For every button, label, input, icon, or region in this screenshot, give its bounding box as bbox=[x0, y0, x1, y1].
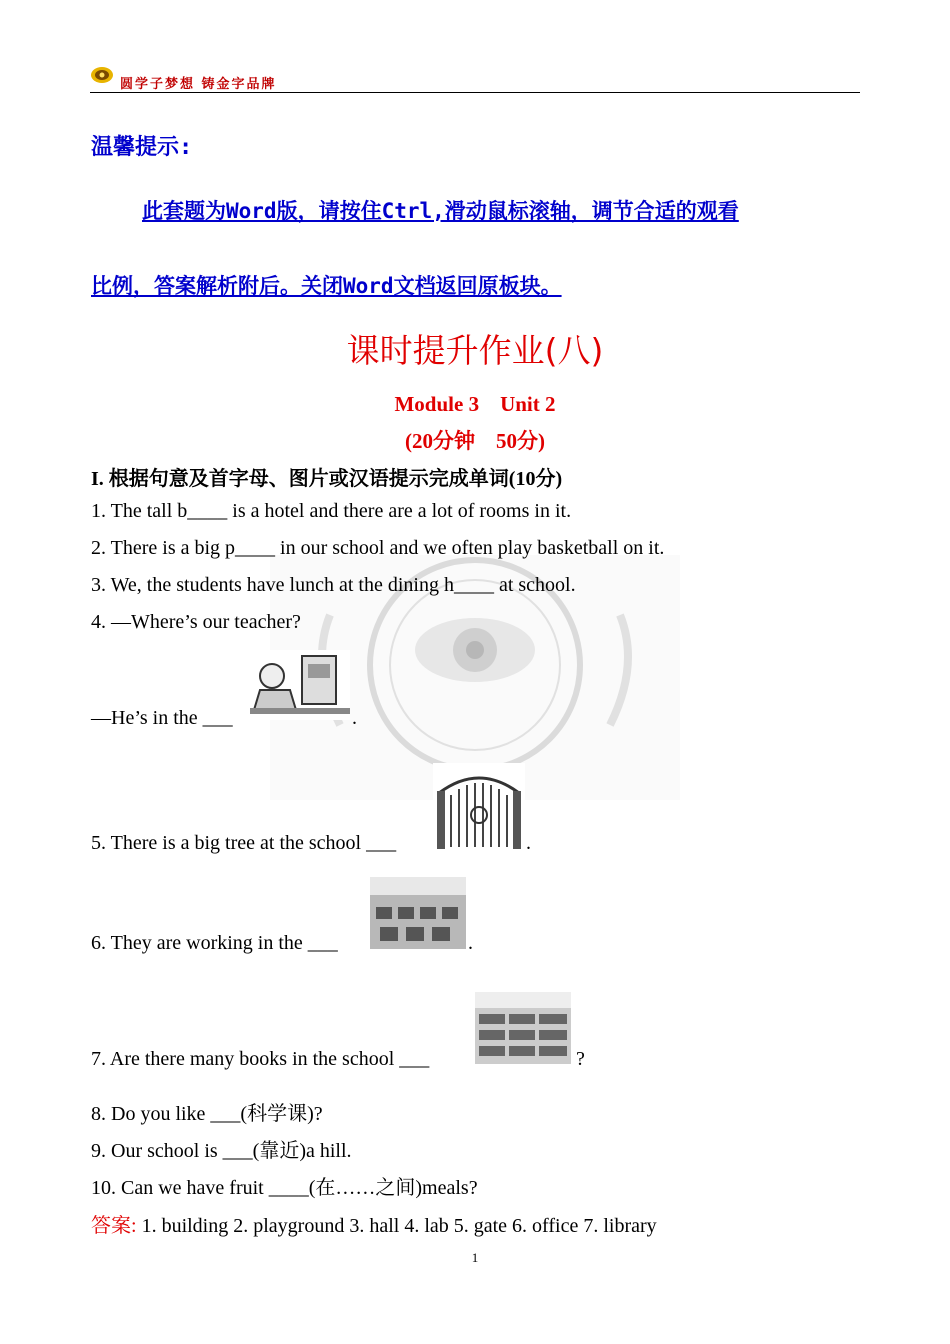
question-3: 3. We, the students have lunch at the dining h____ at school. bbox=[91, 574, 576, 596]
answer-line bbox=[91, 1209, 657, 1238]
question-2: 2. There is a big p____ in our school and we often play basketball on it. bbox=[91, 537, 665, 559]
library-picture bbox=[475, 992, 571, 1064]
question-5-end: . bbox=[526, 832, 531, 854]
question-9: 9. Our school is ___(靠近)a hill. bbox=[91, 1140, 352, 1162]
answer-text: 1. building 2. playground 3. hall 4. lab 5. gate 6. office 7. library bbox=[136, 1215, 657, 1237]
tip-link-line2[interactable]: 比例，答案解析附后。关闭Word文档返回原板块。 bbox=[91, 274, 562, 298]
question-10: 10. Can we have fruit ____(在……之间)meals? bbox=[91, 1177, 478, 1199]
question-6-end: . bbox=[468, 932, 473, 954]
question-5: 5. There is a big tree at the school ___ bbox=[91, 832, 397, 854]
header-brand: 圆学子梦想 铸金字品牌 bbox=[120, 77, 277, 92]
question-4-end: . bbox=[352, 707, 357, 729]
header-rule bbox=[90, 92, 860, 93]
module-subtitle: Module 3 Unit 2 bbox=[394, 392, 556, 416]
answer-label: 答案: bbox=[91, 1215, 137, 1237]
tip-link-line1[interactable]: 此套题为Word版，请按住Ctrl,滑动鼠标滚轴，调节合适的观看 bbox=[142, 199, 739, 223]
logo-icon bbox=[90, 66, 114, 84]
question-7-end: ? bbox=[576, 1048, 585, 1070]
time-score: (20分钟 50分) bbox=[405, 429, 545, 453]
section-number: I. bbox=[91, 468, 104, 490]
gate-picture bbox=[433, 763, 525, 851]
page-number: 1 bbox=[471, 1250, 479, 1265]
question-1: 1. The tall b____ is a hotel and there are a lot of rooms in it. bbox=[91, 500, 572, 522]
question-4b: —He’s in the ___ bbox=[91, 707, 233, 729]
question-8: 8. Do you like ___(科学课)? bbox=[91, 1103, 323, 1125]
question-6: 6. They are working in the ___ bbox=[91, 932, 338, 954]
tip-title: 温馨提示: bbox=[91, 135, 193, 160]
page-title: 课时提升作业(八) bbox=[346, 331, 604, 370]
office-picture bbox=[370, 877, 466, 949]
section-text: 根据句意及首字母、图片或汉语提示完成单词(10分) bbox=[108, 468, 563, 490]
question-7: 7. Are there many books in the school ___ bbox=[91, 1048, 430, 1070]
lab-picture bbox=[250, 650, 350, 720]
question-4a: 4. —Where’s our teacher? bbox=[91, 611, 301, 633]
section-heading bbox=[91, 462, 562, 491]
